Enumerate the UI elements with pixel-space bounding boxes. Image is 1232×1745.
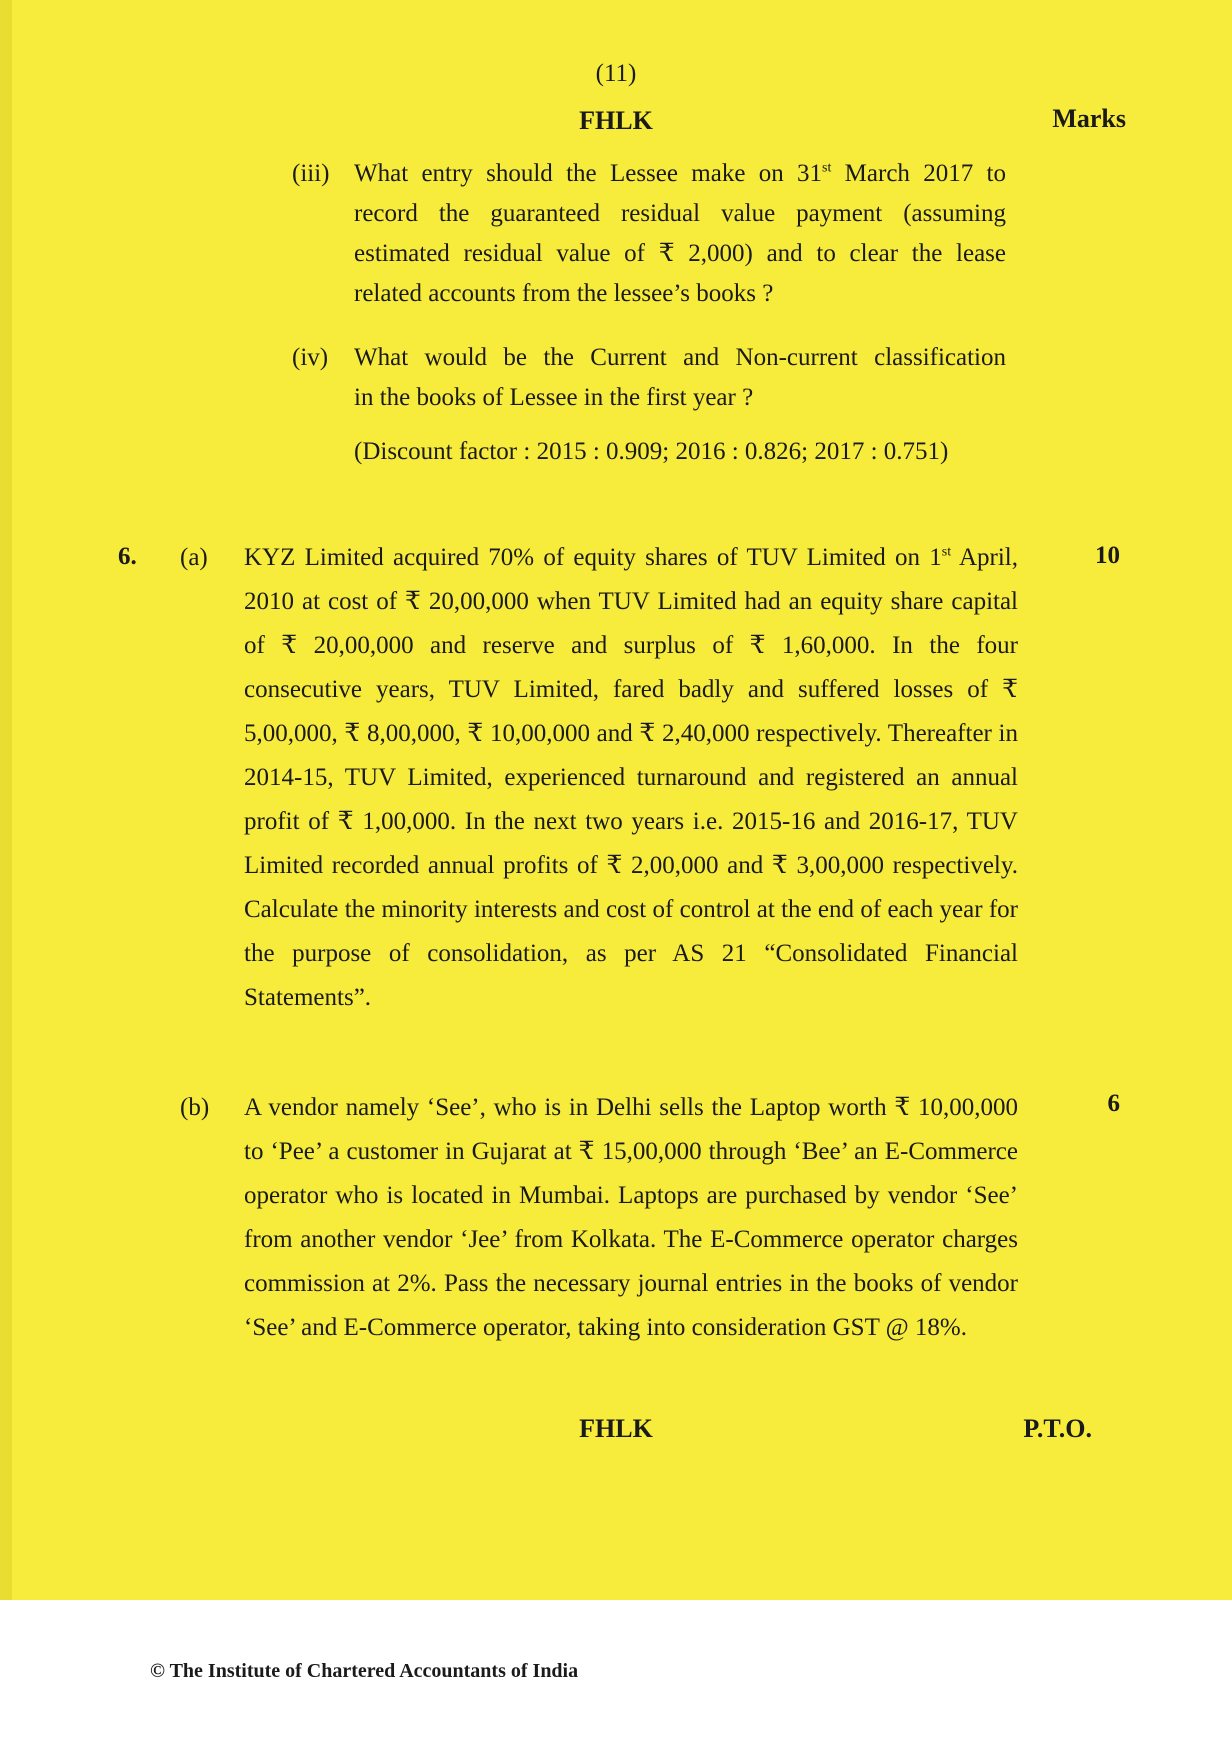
part-text: A vendor namely ‘See’, who is in Delhi sells the Laptop worth ₹ 10,00,000 to ‘Pee’ a customer in Gujarat at ₹ 15,00,000 through ‘Bee’ an E-Commerce operator who is located in Mumbai. Laptops are purchased by vendor ‘See’ from another vendor ‘Jee’ from Kolkata. The E-Commerce operator charges commission at 2%. Pass the necessary journal entries in the books of vendor ‘See’ and E-Commerce operator, taking into consideration GST @ 18%. [244, 1094, 1018, 1341]
page-edge [0, 0, 12, 1600]
text-line: What would be the Current and Non-current classification [354, 344, 1006, 371]
ordinal-suffix: st [941, 544, 952, 560]
part-label: (b) [180, 1094, 210, 1121]
question-6a [180, 536, 1030, 1056]
text-line: What entry should the Lessee make on 31st March 2017 to [354, 160, 1006, 187]
question-number: 6. [118, 543, 137, 570]
please-turn-over: P.T.O. [1023, 1414, 1092, 1443]
text-line: estimated residual value of ₹ 2,000) and to clear the lease [354, 240, 1006, 267]
marks-6b: 6 [1107, 1090, 1120, 1117]
subquestion-text [354, 338, 1006, 418]
question-6b [180, 1086, 1030, 1396]
page-number: (11) [595, 60, 637, 87]
subquestion-label: (iv) [292, 344, 329, 371]
marks-column-header: Marks [1052, 104, 1126, 133]
subquestion-iii [292, 154, 1012, 324]
copyright-notice: © The Institute of Chartered Accountants of India [150, 1660, 579, 1682]
ordinal-suffix: st [822, 160, 832, 176]
text-line: related accounts from the lessee’s books ? [354, 280, 774, 307]
subquestion-label: (iii) [292, 160, 330, 187]
subquestion-iv [292, 338, 1012, 428]
discount-factor-note: (Discount factor : 2015 : 0.909; 2016 : 0.826; 2017 : 0.751) [354, 438, 949, 465]
text-line: in the books of Lessee in the first year ? [354, 384, 754, 411]
part-label: (a) [180, 544, 208, 571]
subquestion-text [354, 154, 1006, 314]
marks-6a: 10 [1095, 542, 1120, 569]
text-line: record the guaranteed residual value payment (assuming [354, 200, 1006, 227]
paper-code-header: FHLK [579, 106, 653, 135]
part-text: KYZ Limited acquired 70% of equity shares of TUV Limited on 1st April, 2010 at cost of ₹ 20,00,000 when TUV Limited had an equity share capital of ₹ 20,00,000 and reserve and surplus of ₹ 1,60,000. In the four consecutive years, TUV Limited, fared badly and suffered losses of ₹ 5,00,000, ₹ 8,00,000, ₹ 10,00,000 and ₹ 2,40,000 respectively. Thereafter in 2014-15, TUV Limited, experienced turnaround and registered an annual profit of ₹ 1,00,000. In the next two years i.e. 2015-16 and 2016-17, TUV Limited recorded annual profits of ₹ 2,00,000 and ₹ 3,00,000 respectively. Calculate the minority interests and cost of control at the end of each year for the purpose of consolidation, as per AS 21 “Consolidated Financial Statements”. [244, 544, 1018, 1011]
paper-code-footer: FHLK [579, 1414, 653, 1443]
